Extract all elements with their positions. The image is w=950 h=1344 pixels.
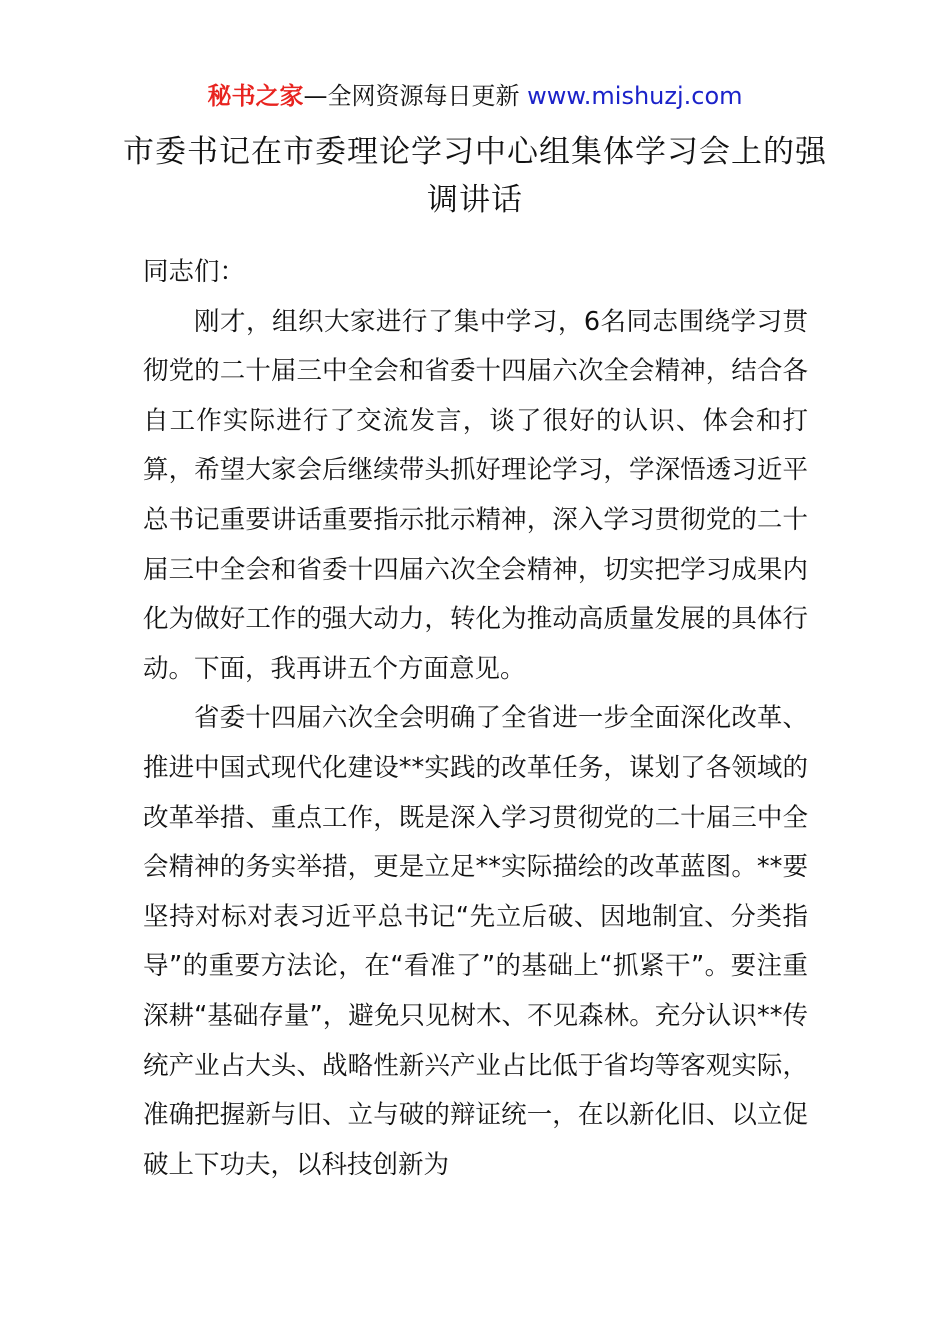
paragraph-2: 省委十四届六次全会明确了全省进一步全面深化改革、推进中国式现代化建设**实践的改革任务，谋划了各领域的改革举措、重点工作，既是深入学习贯彻党的二十届三中全会精神的务实举措，更是立足**实际描绘的改革蓝图。**要坚持对标对表习近平总书记“先立后破、因地制宜、分类指导”的重要方法论，在“看准了”的基础上“抓紧干”。要注重深耕“基础存量”，避免只见树木、不见森林。充分认识**传统产业占大头、战略性新兴产业占比低于省均等客观实际，准确把握新与旧、立与破的辩证统一，在以新化旧、以立促破上下功夫，以科技创新为	[143, 703, 808, 1180]
document-title: 市委书记在市委理论学习中心组集体学习会上的强调讲话	[123, 134, 827, 218]
document-body	[143, 248, 808, 1190]
site-header	[0, 80, 950, 112]
brand-name: 秘书之家	[207, 82, 304, 110]
paragraph-1: 刚才，组织大家进行了集中学习，6名同志围绕学习贯彻党的二十届三中全会和省委十四届六次全会精神，结合各自工作实际进行了交流发言，谈了很好的认识、体会和打算，希望大家会后继续带头抓好理论学习，学深悟透习近平总书记重要讲话重要指示批示精神，深入学习贯彻党的二十届三中全会和省委十四届六次全会精神，切实把学习成果内化为做好工作的强大动力，转化为推动高质量发展的具体行动。下面，我再讲五个方面意见。	[143, 306, 808, 684]
site-url-link[interactable]: www.mishuzj.com	[527, 82, 743, 110]
salutation: 同志们：	[143, 257, 246, 287]
header-tagline: —全网资源每日更新	[303, 82, 528, 110]
